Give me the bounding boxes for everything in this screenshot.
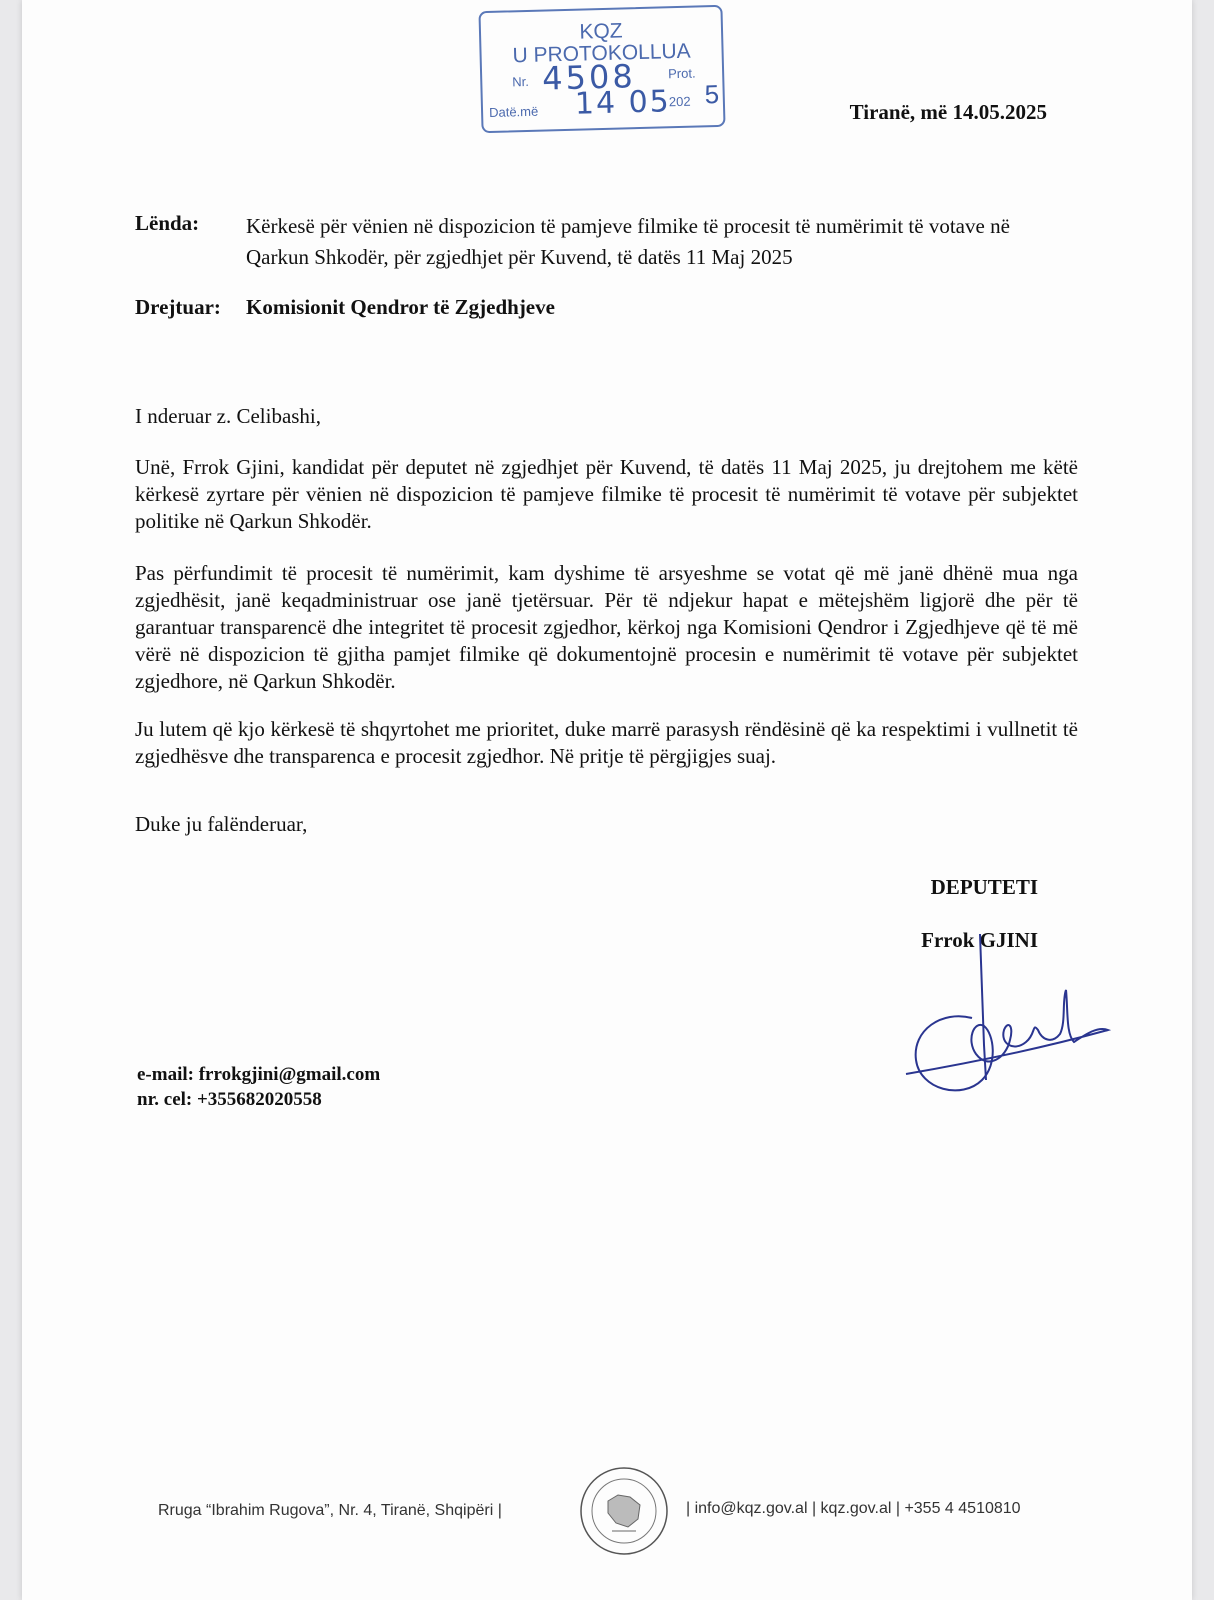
subject-label: Lënda:: [135, 211, 200, 235]
greeting: I nderuar z. Celibashi,: [135, 404, 322, 428]
stamp-date-label: Datë.më: [488, 103, 539, 120]
contact-phone: nr. cel: +355682020558: [137, 1089, 322, 1110]
handwritten-signature: [902, 930, 1132, 1120]
signatory-title: DEPUTETI: [930, 875, 1038, 899]
registration-stamp: [478, 5, 725, 133]
footer-address: Rruga “Ibrahim Rugova”, Nr. 4, Tiranë, Shqipëri |: [158, 1502, 502, 1519]
body-paragraph-2: Pas përfundimit të procesit të numërimit, kam dyshime të arsyeshme se votat që më janë dhënë mua nga zgjedhësit, janë keqadministruar ose janë tjetërsuar. Për të ndjekur hapat e mëtejshëm ligjorë dhe për të garantuar transparencë dhe integritet të procesit zgjedhor, kërkoj nga Komisioni Qendror i Zgjedhjeve që të më vërë në dispozicion të gjitha pamjet filmike që dokumentojnë procesin e numërimit të votave për subjektet zgjedhore, në Qarkun Shkodër.: [135, 561, 1078, 693]
body-paragraph-3: Ju lutem që kjo kërkesë të shqyrtohet me prioritet, duke marrë parasysh rëndësinë që ka respektimi i vullnetit të zgjedhësve dhe transparenca e procesit zgjedhor. Në pritje të përgjigjes suaj.: [135, 717, 1078, 768]
addressee-text: Komisionit Qendror të Zgjedhjeve: [246, 295, 555, 319]
body-paragraph-1: Unë, Frrok Gjini, kandidat për deputet në zgjedhjet për Kuvend, të datës 11 Maj 2025, ju drejtohem me këtë kërkesë zyrtare për vënien në dispozicion të pamjeve filmike të procesit të numërimit të votave për subjektet politike në Qarkun Shkodër.: [135, 455, 1078, 533]
stamp-nr-value: 4508: [541, 57, 637, 98]
closing: Duke ju falënderuar,: [135, 812, 308, 836]
footer-links: | info@kqz.gov.al | kqz.gov.al | +355 4 4510810: [686, 1500, 1021, 1517]
stamp-date-value: 14 05: [574, 84, 672, 122]
addressee-label: Drejtuar:: [135, 295, 221, 319]
stamp-nr-label: Nr.: [512, 73, 530, 90]
contact-email: e-mail: frrokgjini@gmail.com: [137, 1064, 381, 1085]
stamp-prot-label: Prot.: [667, 65, 696, 82]
signatory-name: Frrok GJINI: [921, 928, 1038, 952]
stamp-year-printed: 202: [668, 93, 691, 110]
stamp-year-handwritten: 5: [704, 78, 720, 110]
stamp-title: U PROTOKOLLUA: [512, 39, 691, 68]
stamp-org: KQZ: [579, 19, 623, 44]
document-page: [22, 0, 1192, 1600]
place-date: Tiranë, më 14.05.2025: [849, 100, 1047, 124]
subject-text: Kërkesë për vënien në dispozicion të pamjeve filmike të procesit të numërimit të votave në Qarkun Shkodër, për zgjedhjet për Kuvend, të datës 11 Maj 2025: [246, 214, 1010, 269]
kqz-seal-icon: [578, 1465, 670, 1557]
contact-block: [137, 1062, 380, 1112]
